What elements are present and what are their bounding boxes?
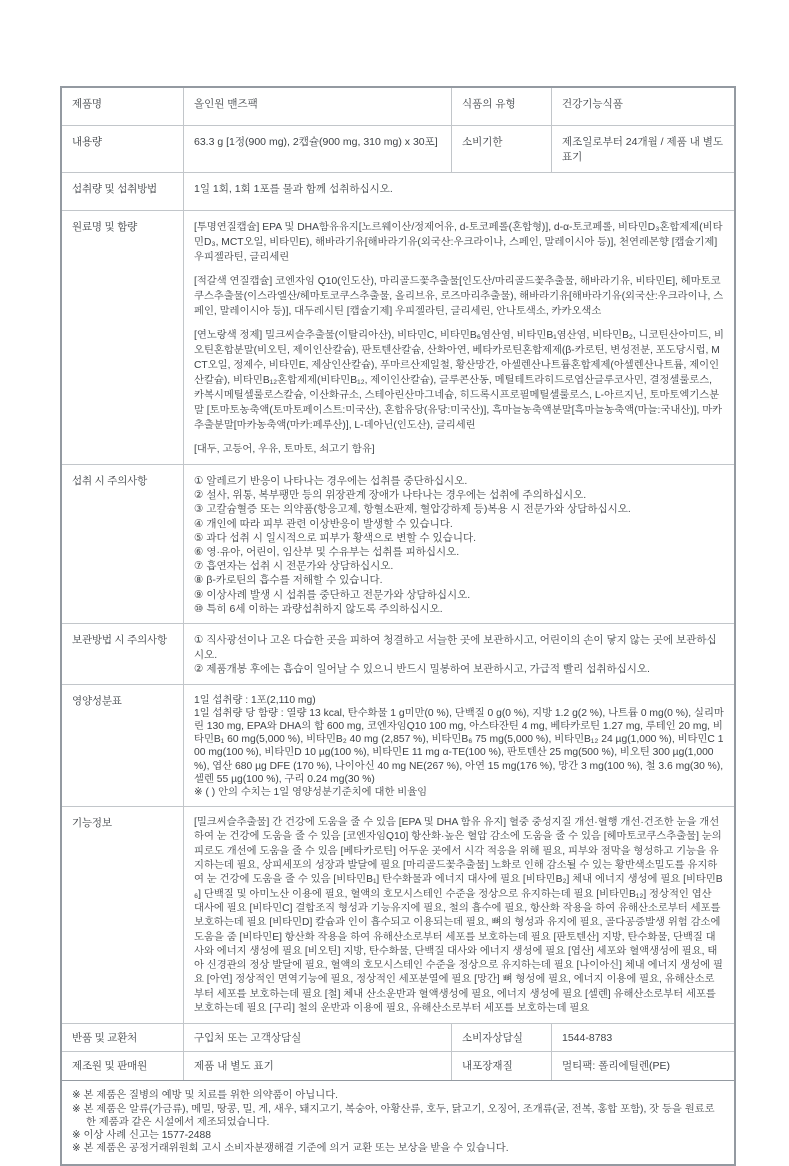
manufacturer-value: 제품 내 별도 표기 xyxy=(184,1052,452,1080)
intake-method-value: 1일 1회, 1회 1포를 물과 함께 섭취하십시오. xyxy=(194,183,393,195)
food-type-value: 건강기능식품 xyxy=(562,98,623,110)
row-intake-caution xyxy=(62,465,734,624)
caution-item: ⑦ 흡연자는 섭취 시 전문가와 상담하십시오. xyxy=(194,560,394,573)
caution-item: ② 설사, 위통, 복부팽만 등의 위장관계 장애가 나타나는 경우에는 섭취에 주의하십시오. xyxy=(194,489,587,502)
product-name-value: 올인원 맨즈팩 xyxy=(184,88,452,125)
product-label-sheet xyxy=(60,86,736,1166)
nutrition-value xyxy=(184,685,734,807)
row-ingredients xyxy=(62,211,734,465)
packaging-label: 내포장재질 xyxy=(452,1052,552,1080)
footnote: ※ 본 제품은 질병의 예방 및 치료를 위한 의약품이 아닙니다. xyxy=(72,1090,339,1102)
function-info-value: [밀크씨슬추출물] 간 건강에 도움을 줄 수 있음 [EPA 및 DHA 함유 유지] 혈중 중성지질 개선·혈행 개선·건조한 눈을 개선하여 눈 건강에 도움을 줄 수 있음 [코엔자임Q10] 항산화·높은 혈압 감소에 도움을 줄 수 있음 [헤마토코쿠스추출물] 눈의 피로도 개선에 도움을 줄 수 있음 [베타카로틴] 어두운 곳에서 시각 적응을 위해 필요, 피부와 점막을 형성하고 기능을 유지하는데 필요, 상피세포의 성장과 발달에 필요 [마리골드꽃추출물] 노화로 인해 감소될 수 있는 황반색소밀도를 유지하여 눈 건강에 도움을 줄 수 있음 [비타민B₁] 탄수화물과 에너지 대사에 필요 [비타민B₂] 체내 에너지 생성에 필요 [비타민B₆] 단백질 및 아미노산 이용에 필요, 혈액의 호모시스테인 수준을 정상으로 유지하는데 필요 [비타민B₁₂] 정상적인 엽산 대사에 필요 [비타민C] 결합조직 형성과 기능유지에 필요, 철의 흡수에 필요, 항산화 작용을 하여 유해산소로부터 세포를 보호하는데 필요 [비타민D] 칼슘과 인이 흡수되고 이용되는데 필요, 뼈의 형성과 유지에 필요, 골다공증발생 위험 감소에 도움을 줌 [비타민E] 항산화 작용을 하여 유해산소로부터 세포를 보호하는데 필요 [판토텐산] 지방, 탄수화물, 단백질 대사와 에너지 생성에 필요 [비오틴] 지방, 탄수화물, 단백질 대사와 에너지 생성에 필요 [엽산] 세포와 혈액생성에 필요, 태아 신경관의 정상 발달에 필요, 혈액의 호모시스테인 수준을 정상으로 유지하는데 필요 [나이아신] 체내 에너지 생성에 필요 [아연] 정상적인 면역기능에 필요, 정상적인 세포분열에 필요 [망간] 뼈 형성에 필요, 에너지 이용에 필요, 유해산소로부터 세포를 보호하는데 필요 [철] 체내 산소운반과 혈액생성에 필요, 에너지 생성에 필요 [셀렌] 유해산소로부터 세포를 보호하는데 필요 [구리] 철의 운반과 이용에 필요, 유해산소로부터 세포를 보호하는데 필요 xyxy=(194,817,723,1015)
shelf-life-value: 제조일로부터 24개월 / 제품 내 별도 표기 xyxy=(562,136,724,163)
ingredients-paragraph: [투명연질캡슐] EPA 및 DHA함유유지[노르웨이산/정제어유, d-토코페롤(혼합형)], d-α-토코페롤, 비타민D₃혼합제제(비타민D₃, MCT오일, 비타민E), 해바라기유[해바라기유(외국산:우크라이나, 스페인, 말레이시아 등)], 천연레몬향 [캡슐기제] 우피젤라틴, 글리세린 xyxy=(194,222,723,263)
intake-method-label: 섭취량 및 섭취방법 xyxy=(62,173,184,210)
row-function-info xyxy=(62,807,734,1024)
caution-item: ⑧ β-카로틴의 흡수를 저해할 수 있습니다. xyxy=(194,574,383,587)
ingredients-label: 원료명 및 함량 xyxy=(62,211,184,464)
caution-item: ① 알레르기 반응이 나타나는 경우에는 섭취를 중단하십시오. xyxy=(194,475,468,487)
storage-item: ② 제품개봉 후에는 흡습이 일어날 수 있으니 반드시 밀봉하여 보관하시고, 가급적 빨리 섭취하십시오. xyxy=(194,663,650,676)
returns-label: 반품 및 교환처 xyxy=(62,1024,184,1051)
row-intake-method xyxy=(62,173,734,211)
food-type-label: 식품의 유형 xyxy=(452,88,552,125)
consumer-center-value: 1544-8783 xyxy=(562,1032,613,1045)
nutrition-ratio-note: ※ ( ) 안의 수치는 1일 영양성분기준치에 대한 비율임 xyxy=(194,786,428,798)
caution-item: ⑩ 특히 6세 이하는 과량섭취하지 않도록 주의하십시오. xyxy=(194,602,443,615)
nutrition-contents: 1일 섭취량 당 함량 : 열량 13 kcal, 탄수화물 1 g미만(0 %), 단백질 0 g(0 %), 지방 1.2 g(2 %), 나트륨 0 mg(0 %), 실리마린 130 mg, EPA와 DHA의 합 600 mg, 코엔자임Q10 100 mg, 아스타잔틴 4 mg, 베타카로틴 1.27 mg, 루테인 20 mg, 비타민B₁ 60 mg(5,000 %), 비타민B₂ 40 mg (2,857 %), 비타민B₆ 75 mg(5,000 %), 비타민B₁₂ 24 µg(1,000 %), 비타민C 100 mg(100 %), 비타민D 10 µg(100 %), 비타민E 11 mg α-TE(100 %), 판토텐산 25 mg(500 %), 비오틴 300 µg(1,000 %), 엽산 680 µg DFE (170 %), 나이아신 40 mg NE(267 %), 아연 15 mg(176 %), 망간 3 mg(100 %), 철 3.6 mg(30 %), 셀렌 55 µg(100 %), 구리 0.24 mg(30 %) xyxy=(194,707,724,785)
shelf-life-label: 소비기한 xyxy=(452,126,552,172)
row-returns xyxy=(62,1024,734,1052)
net-content-value: 63.3 g [1정(900 mg), 2캡슐(900 mg, 310 mg) x 30포] xyxy=(184,126,452,172)
storage-caution-label: 보관방법 시 주의사항 xyxy=(62,624,184,684)
row-manufacturer xyxy=(62,1052,734,1080)
storage-caution-value xyxy=(184,624,734,684)
caution-item: ⑥ 영·유아, 어린이, 임산부 및 수유부는 섭취를 피하십시오. xyxy=(194,546,460,559)
ingredients-value xyxy=(184,211,734,464)
row-storage-caution xyxy=(62,624,734,685)
net-content-label: 내용량 xyxy=(62,126,184,172)
caution-item: ⑤ 과다 섭취 시 일시적으로 피부가 황색으로 변할 수 있습니다. xyxy=(194,531,477,544)
nutrition-daily-intake: 1일 섭취량 : 1포(2,110 mg) xyxy=(194,694,316,706)
caution-item: ③ 고칼슘혈증 또는 의약품(항응고제, 항혈소판제, 혈압강하제 등)복용 시 전문가와 상담하십시오. xyxy=(194,503,631,516)
row-net-content xyxy=(62,126,734,173)
consumer-center-label: 소비자상담실 xyxy=(452,1024,552,1051)
caution-item: ⑨ 이상사례 발생 시 섭취를 중단하고 전문가와 상담하십시오. xyxy=(194,588,471,601)
product-name-label: 제품명 xyxy=(62,88,184,125)
row-nutrition xyxy=(62,685,734,808)
manufacturer-label: 제조원 및 판매원 xyxy=(62,1052,184,1080)
intake-caution-value xyxy=(184,465,734,623)
footnote: ※ 이상 사례 신고는 1577-2488 xyxy=(72,1129,211,1141)
ingredients-paragraph: [적갈색 연질캡슐] 코엔자임 Q10(인도산), 마리골드꽃추출물[인도산/마리골드꽃추출물, 해바라기유, 비타민E], 헤마토코쿠스추출물(이스라엘산/헤마토코쿠스추출물, 올리브유, 로즈마리추출물), 해바라기유[해바라기유(외국산:우크라이나, 스페인, 말레이시아 등)], 대두레시틴 [캡슐기제] 우피젤라틴, 글리세린, 안나토색소, 카카오색소 xyxy=(194,276,724,317)
row-product-name xyxy=(62,88,734,126)
storage-item: ① 직사광선이나 고온 다습한 곳을 피하여 청결하고 서늘한 곳에 보관하시고, 어린이의 손이 닿지 않는 곳에 보관하십시오. xyxy=(194,634,717,661)
function-info-label: 기능정보 xyxy=(62,807,184,1023)
returns-value: 구입처 또는 고객상담실 xyxy=(184,1024,452,1051)
ingredients-allergen-note: [대두, 고등어, 우유, 토마토, 쇠고기 함유] xyxy=(194,444,375,455)
footnote: ※ 본 제품은 알류(가금류), 메밀, 땅콩, 밀, 게, 새우, 돼지고기, 복숭아, 아황산류, 호두, 닭고기, 오징어, 조개류(굴, 전복, 홍합 포함), 잣 등을 원료로 한 제품과 같은 시설에서 제조되었습니다. xyxy=(72,1103,715,1128)
nutrition-label: 영양성분표 xyxy=(62,685,184,807)
packaging-value: 멀티팩: 폴리에틸렌(PE) xyxy=(562,1060,670,1073)
intake-caution-label: 섭취 시 주의사항 xyxy=(62,465,184,623)
footnotes-section xyxy=(62,1080,734,1164)
footnote: ※ 본 제품은 공정거래위원회 고시 소비자분쟁해결 기준에 의거 교환 또는 보상을 받을 수 있습니다. xyxy=(72,1143,509,1155)
caution-item: ④ 개인에 따라 피부 관련 이상반응이 발생할 수 있습니다. xyxy=(194,517,453,530)
ingredients-paragraph: [연노랑색 정제] 밀크씨슬추출물(이탈리아산), 비타민C, 비타민B₆염산염, 비타민B₁염산염, 비타민B₂, 니코틴산아미드, 비오틴혼합분말(비오틴, 제이인산칼슘), 판토텐산칼슘, 산화아연, 베타카로틴혼합제제(β-카로틴, 변성전분, 포도당시럽, MCT오일, 정제수, 비타민E, 제삼인산칼슘), 푸마르산제일철, 황산망간, 아셀렌산나트륨혼합제제(아셀렌산나트륨, 제이인산칼슘), 비타민B₁₂혼합제제(비타민B₁₂, 제이인산칼슘), 글루콘산동, 메틸테트라히드로엽산글루코사민, 결정셀룰로스, 카복시메틸셀룰로스칼슘, 이산화규소, 스테아린산마그네슘, 히드록시프로필메틸셀룰로스, L-아르지닌, 토마토엑기스분말 [토마토농축액(토마토페이스트:미국산), 혼합유당(유당:미국산)], 흑마늘농축액분말[흑마늘농축액(마늘:국내산)], 마카추출분말[마카농축액(마카:페루산)], L-데아닌(인도산), 글리세린 xyxy=(194,330,724,431)
